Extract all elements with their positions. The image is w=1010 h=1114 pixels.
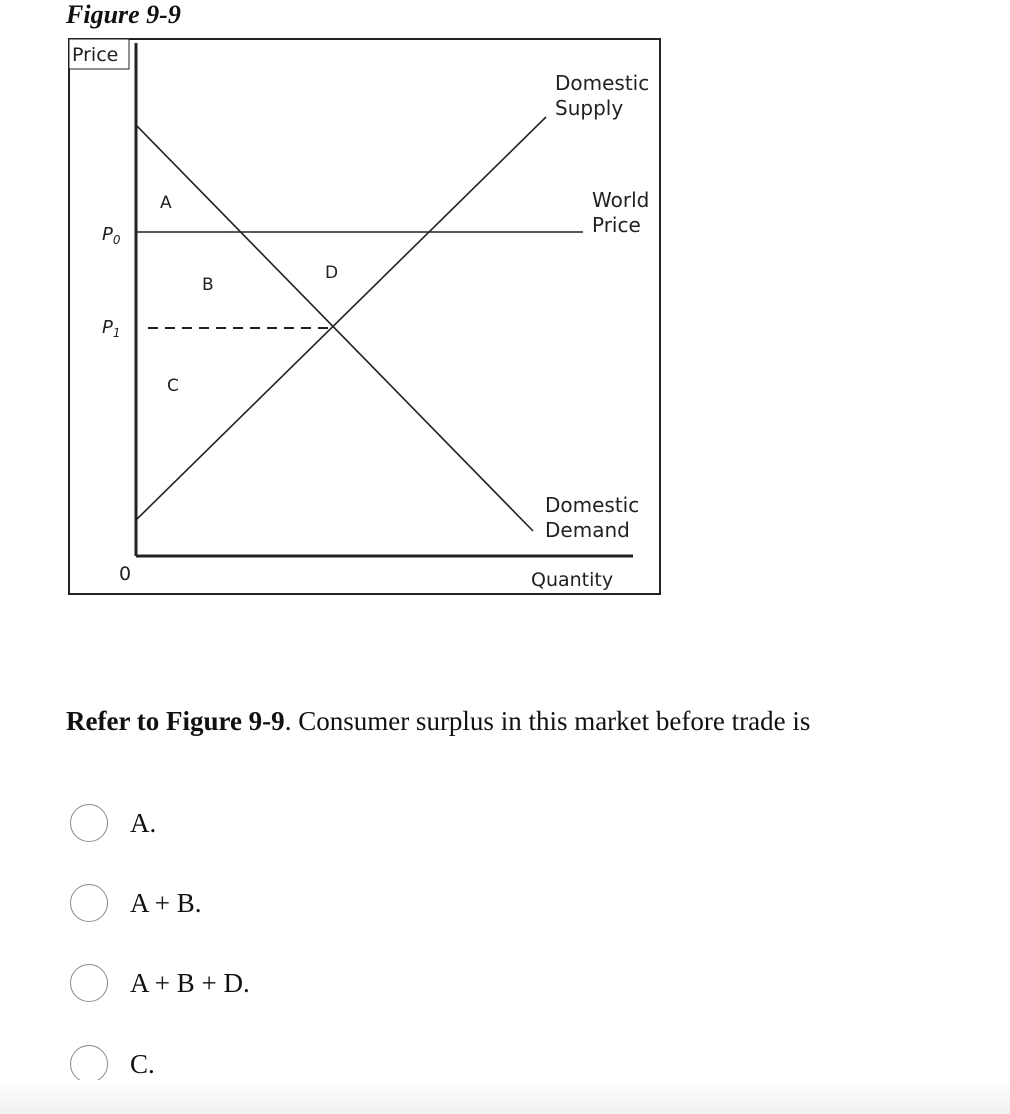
question-body: . Consumer surplus in this market before trade is	[284, 706, 811, 736]
radio-button[interactable]	[70, 1045, 108, 1083]
domestic-demand-line	[136, 125, 533, 531]
option-label: A + B.	[130, 887, 202, 918]
label-world-price-1: World	[592, 188, 650, 212]
area-label-d: D	[325, 263, 339, 283]
option-label: C.	[130, 1048, 155, 1079]
price-label-p0: $P_0$	[102, 224, 121, 247]
area-label-a: A	[160, 193, 172, 213]
radio-button[interactable]	[70, 964, 108, 1002]
area-label-c: C	[167, 376, 179, 396]
option-label: A.	[130, 807, 157, 838]
axis-y-label: Price	[72, 44, 119, 66]
option-a-plus-b[interactable]	[70, 880, 202, 926]
label-world-price-2: Price	[592, 213, 641, 237]
axis-x-label: Quantity	[531, 569, 614, 591]
question-text	[66, 704, 810, 738]
bottom-scroll-shadow	[0, 1080, 1010, 1114]
option-label: A + B + D.	[130, 967, 250, 998]
label-domestic-demand-1: Domestic	[545, 493, 640, 517]
area-label-b: B	[202, 275, 214, 295]
origin-label: 0	[119, 563, 132, 585]
price-label-p1: $P_1$	[102, 317, 121, 340]
label-domestic-demand-2: Demand	[545, 518, 630, 542]
radio-button[interactable]	[70, 804, 108, 842]
question-figure-ref: Refer to Figure 9-9	[66, 706, 285, 736]
option-a[interactable]	[70, 800, 156, 846]
label-domestic-supply-1: Domestic	[555, 71, 650, 95]
figure-title: Figure 9-9	[66, 0, 181, 29]
label-domestic-supply-2: Supply	[555, 96, 624, 120]
option-a-plus-b-plus-d[interactable]	[70, 960, 250, 1006]
radio-button[interactable]	[70, 884, 108, 922]
domestic-supply-line	[136, 117, 546, 520]
